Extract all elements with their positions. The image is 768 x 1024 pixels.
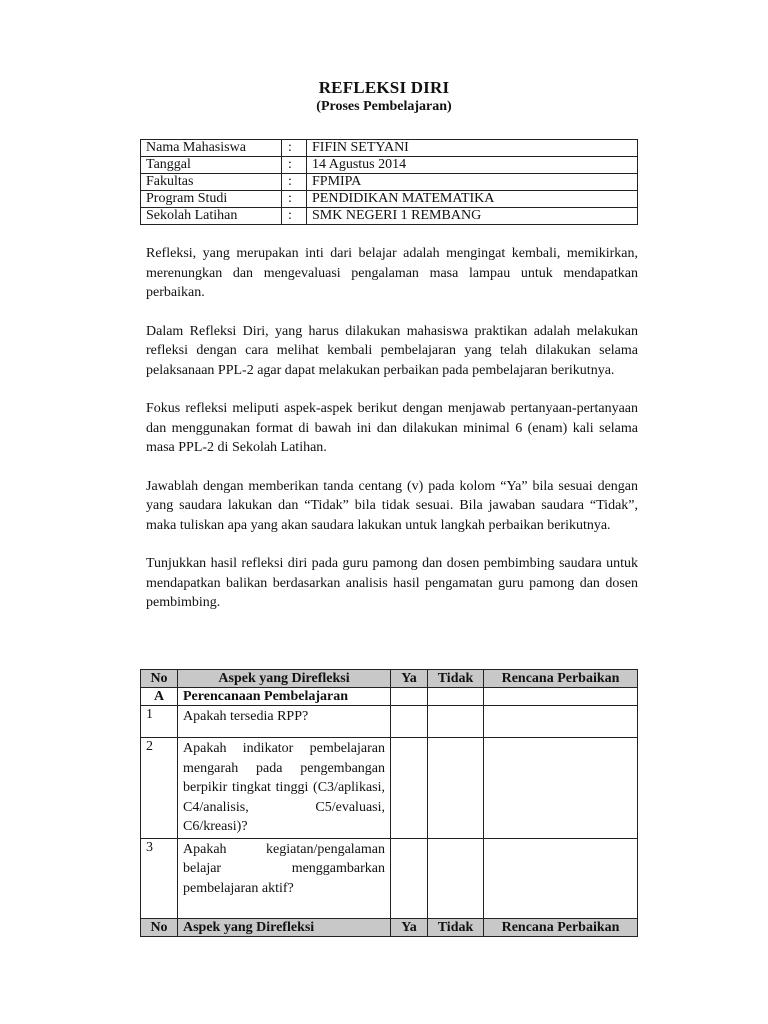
header-tidak: Tidak — [428, 670, 484, 688]
info-row-sekolah-latihan — [141, 208, 638, 225]
row-no: 1 — [141, 706, 178, 738]
header-no: No — [141, 670, 178, 688]
info-separator: : — [282, 191, 307, 208]
row-aspek: Apakah tersedia RPP? — [178, 706, 391, 738]
info-separator: : — [282, 157, 307, 174]
row-no: 3 — [141, 838, 178, 918]
table-row — [141, 838, 638, 918]
info-row-program-studi — [141, 191, 638, 208]
ya-cell[interactable] — [391, 738, 428, 839]
info-row-tanggal — [141, 157, 638, 174]
rencana-cell[interactable] — [484, 738, 638, 839]
table-row — [141, 706, 638, 738]
row-no: 2 — [141, 738, 178, 839]
info-row-fakultas — [141, 174, 638, 191]
ya-cell[interactable] — [391, 706, 428, 738]
header-aspek: Aspek yang Direfleksi — [178, 918, 391, 936]
header-rencana: Rencana Perbaikan — [484, 918, 638, 936]
header-rencana: Rencana Perbaikan — [484, 670, 638, 688]
info-label: Fakultas — [141, 174, 282, 191]
tidak-cell[interactable] — [428, 838, 484, 918]
info-separator: : — [282, 140, 307, 157]
info-row-nama — [141, 140, 638, 157]
info-value: 14 Agustus 2014 — [307, 157, 638, 174]
header-tidak: Tidak — [428, 918, 484, 936]
info-value: SMK NEGERI 1 REMBANG — [307, 208, 638, 225]
reflection-table — [140, 669, 638, 937]
section-row — [141, 688, 638, 706]
header-aspek: Aspek yang Direfleksi — [178, 670, 391, 688]
paragraph: Refleksi, yang merupakan inti dari belajar adalah mengingat kembali, memikirkan, merenungkan dan mengevaluasi pengalaman masa lampau untuk mendapatkan perbaikan. — [146, 246, 638, 300]
info-separator: : — [282, 208, 307, 225]
row-aspek: Apakah kegiatan/pengalaman belajar menggambarkan pembelajaran aktif? — [178, 838, 391, 918]
header-ya: Ya — [391, 670, 428, 688]
rencana-cell[interactable] — [484, 706, 638, 738]
header-ya: Ya — [391, 918, 428, 936]
tidak-cell[interactable] — [428, 738, 484, 839]
paragraph: Jawablah dengan memberikan tanda centang (v) pada kolom “Ya” bila sesuai dengan yang saudara lakukan dan “Tidak” bila tidak sesuai. Bila jawaban saudara “Tidak”, maka tuliskan apa yang akan saudara lakukan untuk langkah perbaikan berikutnya. — [146, 478, 638, 533]
rencana-cell[interactable] — [484, 838, 638, 918]
document-subtitle: (Proses Pembelajaran) — [316, 99, 452, 114]
ya-cell[interactable] — [391, 838, 428, 918]
student-info-table — [140, 139, 638, 225]
info-value: FPMIPA — [307, 174, 638, 191]
document-title: REFLEKSI DIRI — [318, 78, 450, 97]
info-label: Program Studi — [141, 191, 282, 208]
table-row — [141, 738, 638, 839]
section-title: Perencanaan Pembelajaran — [178, 688, 391, 706]
tidak-cell[interactable] — [428, 688, 484, 706]
row-aspek: Apakah indikator pembelajaran mengarah pada pengembangan berpikir tingkat tinggi (C3/aplikasi, C4/analisis, C5/evaluasi, C6/kreasi)? — [178, 738, 391, 839]
table-header-row — [141, 670, 638, 688]
info-value: FIFIN SETYANI — [307, 140, 638, 157]
rencana-cell[interactable] — [484, 688, 638, 706]
ya-cell[interactable] — [391, 688, 428, 706]
table-header-row-repeat — [141, 918, 638, 936]
section-code: A — [141, 688, 178, 706]
info-value: PENDIDIKAN MATEMATIKA — [307, 191, 638, 208]
paragraph: Dalam Refleksi Diri, yang harus dilakukan mahasiswa praktikan adalah melakukan refleksi dengan cara melihat kembali pembelajaran yang telah dilakukan selama pelaksanaan PPL-2 agar dapat melakukan perbaikan pada pembelajaran berikutnya. — [146, 323, 638, 378]
info-label: Tanggal — [141, 157, 282, 174]
tidak-cell[interactable] — [428, 706, 484, 738]
info-separator: : — [282, 174, 307, 191]
instructions-body — [146, 244, 638, 632]
paragraph: Fokus refleksi meliputi aspek-aspek berikut dengan menjawab pertanyaan-pertanyaan dan menggunakan format di bawah ini dan dilakukan minimal 6 (enam) kali selama masa PPL-2 di Sekolah Latihan. — [146, 401, 638, 455]
paragraph: Tunjukkan hasil refleksi diri pada guru pamong dan dosen pembimbing saudara untuk mendapatkan balikan berdasarkan analisis hasil pengamatan guru pamong dan dosen pembimbing. — [146, 556, 638, 610]
info-label: Nama Mahasiswa — [141, 140, 282, 157]
header-no: No — [141, 918, 178, 936]
info-label: Sekolah Latihan — [141, 208, 282, 225]
